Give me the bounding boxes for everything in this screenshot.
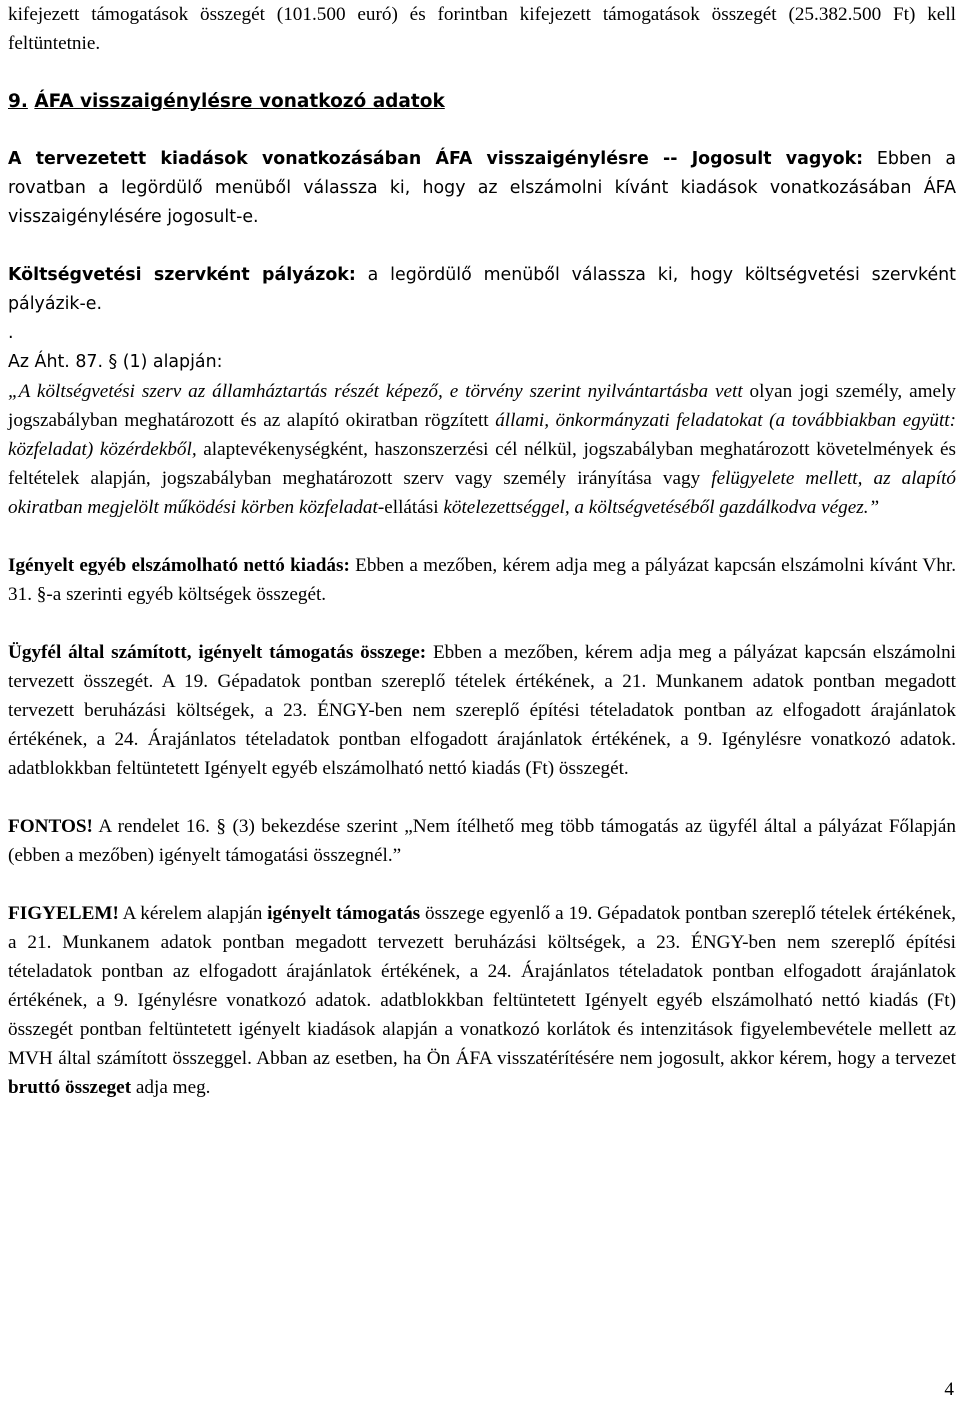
figyelem-paragraph xyxy=(8,899,956,1102)
dot-line: . xyxy=(8,323,14,343)
ugyfel-text: Ebben a mezőben, kérem adja meg a pályázat kapcsán elszámolni tervezett összegét. A 19. Gépadatok pontban szereplő tételek értékének, a 21. Munkanem adatok pontban megadott tervezett beruházási költségek, a 23. ÉNGY-ben nem szereplő építési tételadatok pontban az elfogadott árajánlatok értékének, a 24. Árajánlatos tételadatok pontban elfogadott árajánlatok értékének, a 9. Igénylésre vonatkozó adatok. adatblokkban feltüntetett Igényelt egyéb elszámolható nettó kiadás (Ft) összegét. xyxy=(8,642,956,779)
koltsegvetesi-text: a legördülő menüből válassza ki, hogy költségvetési szervként pályázik-e. xyxy=(8,265,956,314)
quote-part-1: „A költségvetési szerv az államháztartás részét képező, e törvény szerint nyilvántartásba vett xyxy=(8,381,743,402)
quote-part-5: felügyelete mellett, az alapító okiratban megjelölt működési körben közfeladat xyxy=(8,468,956,518)
quote-paragraph xyxy=(8,377,956,522)
spacer xyxy=(8,116,956,145)
figyelem-bold-1: igényelt támogatás xyxy=(267,903,421,924)
section-heading xyxy=(8,87,956,116)
fontos-lead: FONTOS! xyxy=(8,816,93,837)
igenyelt-text: Ebben a mezőben, kérem adja meg a pályázat kapcsán elszámolni kívánt Vhr. 31. §-a szerinti egyéb költségek összegét. xyxy=(8,555,956,605)
spacer xyxy=(8,58,956,87)
ugyfel-paragraph xyxy=(8,638,956,783)
quote-part-4: alaptevékenységként, haszonszerzési cél nélkül, jogszabályban meghatározott követelmények és feltételek alapján, jogszabályban meghatározott szerv vagy személy irányítása vagy xyxy=(8,439,957,489)
section-number: 9. xyxy=(8,91,28,112)
quote-part-3: állami, önkormányzati feladatokat (a továbbiakban együtt: közfeladat) közérdekből, xyxy=(8,410,956,460)
fontos-text: A rendelet 16. § (3) bekezdése szerint „Nem ítélhető meg több támogatás az ügyfél által a pályázat Főlapján (ebben a mezőben) igényelt támogatási összegnél.” xyxy=(8,816,956,866)
figyelem-lead: FIGYELEM! xyxy=(8,903,119,924)
section-title: ÁFA visszaigénylésre vonatkozó adatok xyxy=(34,91,445,112)
afa-paragraph xyxy=(8,145,956,232)
spacer xyxy=(8,783,956,812)
figyelem-bold-2: bruttó összeget xyxy=(8,1077,132,1098)
fontos-paragraph xyxy=(8,812,956,870)
afa-lead: A tervezetett kiadások vonatkozásában ÁFA visszaigénylésre -- Jogosult vagyok: xyxy=(8,149,864,169)
document-page xyxy=(8,0,956,1102)
quote-part-6: -ellátási xyxy=(377,497,444,518)
aht-line: Az Áht. 87. § (1) alapján: xyxy=(8,352,223,372)
quote-part-2: olyan jogi személy, amely jogszabályban meghatározott és az alapító okiratban rögzített xyxy=(8,381,956,431)
koltsegvetesi-lead: Költségvetési szervként pályázok: xyxy=(8,265,356,285)
spacer xyxy=(8,870,956,899)
igenyelt-paragraph xyxy=(8,551,956,609)
afa-text: Ebben a rovatban a legördülő menüből válassza ki, hogy az elszámolni kívánt kiadások vonatkozásában ÁFA visszaigénylésére jogosult-e. xyxy=(8,149,956,227)
intro-paragraph: kifejezett támogatások összegét (101.500 euró) és forintban kifejezett támogatások összegét (25.382.500 Ft) kell feltüntetnie. xyxy=(8,4,956,54)
page-number: 4 xyxy=(944,1379,954,1400)
igenyelt-lead: Igényelt egyéb elszámolható nettó kiadás: xyxy=(8,555,350,576)
figyelem-text-2: összege egyenlő a 19. Gépadatok pontban szereplő tételek értékének, a 21. Munkanem adatok pontban megadott tervezett beruházási költségek, a 23. ÉNGY-ben nem szereplő építési tételadatok pontban az elfogadott árajánlatok értékének, a 24. Árajánlatos tételadatok pontban elfogadott árajánlatok értékének, a 9. Igénylésre vonatkozó adatok. adatblokkban feltüntetett Igényelt egyéb elszámolható nettó kiadás (Ft) összegét pontban feltüntetett igényelt kiadások alapján a vonatkozó korlátok és intenzitások figyelembevétele mellett az MVH által számított összeggel. Abban az esetben, ha Ön ÁFA visszatérítésére nem jogosult, akkor kérem, hogy a tervezet xyxy=(8,903,956,1069)
spacer xyxy=(8,232,956,261)
quote-part-7: kötelezettséggel, a költségvetéséből gazdálkodva végez.” xyxy=(443,497,880,518)
ugyfel-lead: Ügyfél által számított, igényelt támogatás összege: xyxy=(8,642,427,663)
spacer xyxy=(8,522,956,551)
koltsegvetesi-paragraph xyxy=(8,261,956,319)
spacer xyxy=(8,609,956,638)
figyelem-text-3: adja meg. xyxy=(131,1077,211,1098)
figyelem-text-1: A kérelem alapján xyxy=(118,903,268,924)
